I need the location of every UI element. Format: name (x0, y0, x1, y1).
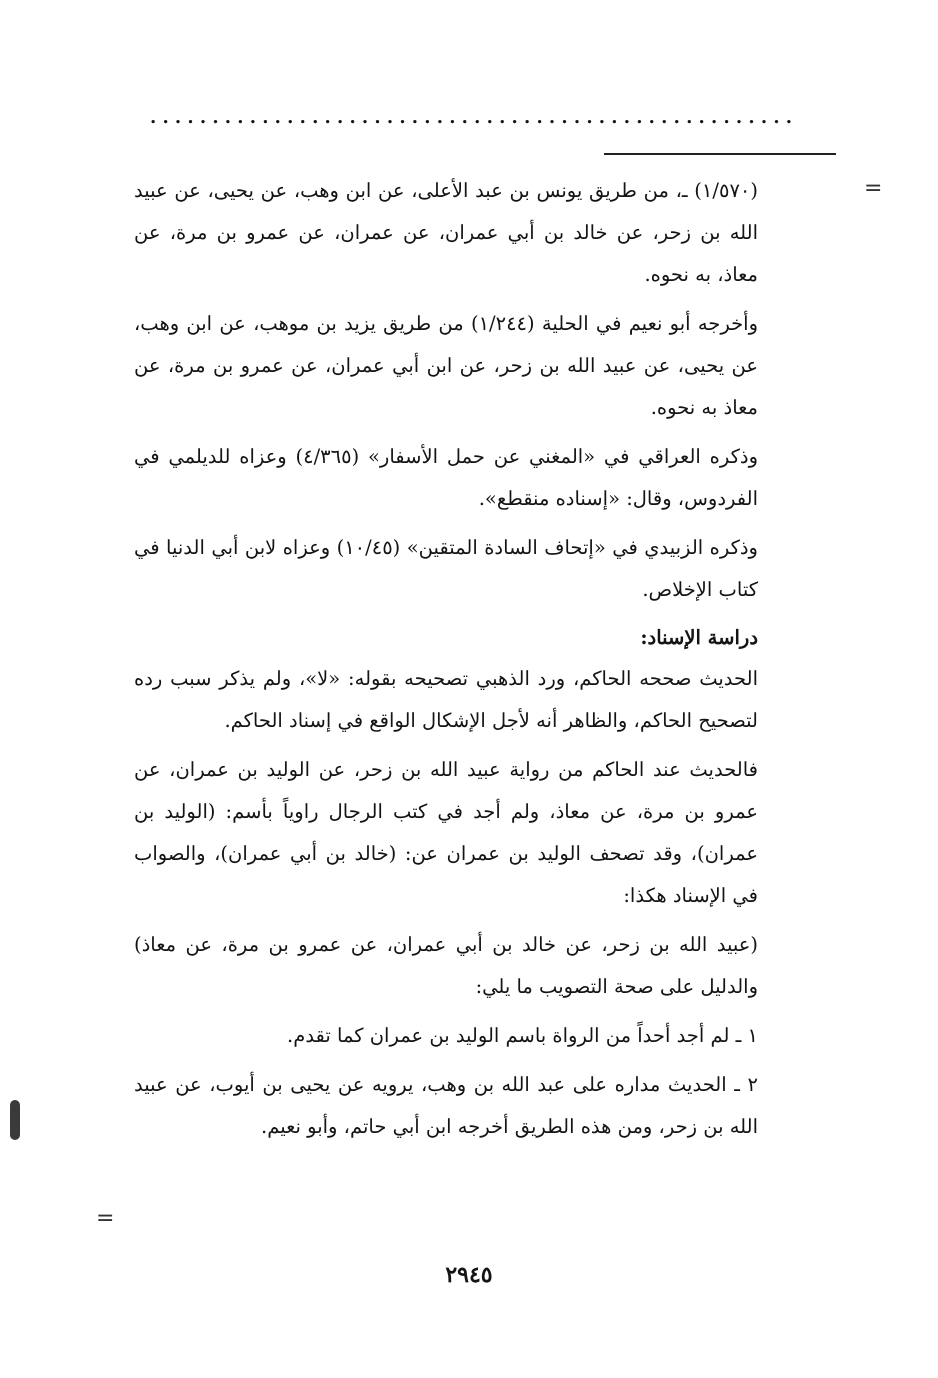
footnote-separator-rule (604, 153, 836, 155)
footnote-paragraph-3: وذكره العراقي في «المغني عن حمل الأسفار» (٤/٣٦٥) وعزاه للديلمي في الفردوس، وقال: «إسناده منقطع». (134, 445, 758, 510)
margin-continuation-mark-bottom: = (96, 1206, 115, 1231)
section-paragraph-1: الحديث صححه الحاكم، ورد الذهبي تصحيحه بقوله: «لا»، ولم يذكر سبب رده لتصحيح الحاكم، والظاهر أنه لأجل الإشكال الواقع في إسناد الحاكم. (134, 667, 758, 732)
section-list-item-2: ٢ ـ الحديث مداره على عبد الله بن وهب، يرويه عن يحيى بن أيوب، عن عبيد الله بن زحر، ومن هذه الطريق أخرجه ابن أبي حاتم، وأبو نعيم. (134, 1073, 758, 1138)
header-dotted-line: .................................................... (150, 108, 799, 128)
footnote-paragraph-4: وذكره الزبيدي في «إتحاف السادة المتقين» (١٠/٤٥) وعزاه لابن أبي الدنيا في كتاب الإخلاص. (134, 536, 758, 601)
margin-continuation-mark-top: = (864, 176, 883, 201)
binding-edge-mark (10, 1100, 20, 1140)
footnote-paragraph-1: (١/٥٧٠) ـ، من طريق يونس بن عبد الأعلى، عن ابن وهب، عن يحيى، عن عبيد الله بن زحر، عن خالد بن أبي عمران، عن عمران، عن عمرو بن مرة، عن معاذ، به نحوه. (134, 179, 758, 286)
section-list-item-1: ١ ـ لم أجد أحداً من الرواة باسم الوليد بن عمران كما تقدم. (287, 1024, 758, 1047)
section-paragraph-2: فالحديث عند الحاكم من رواية عبيد الله بن زحر، عن الوليد بن عمران، عن عمرو بن مرة، عن معاذ، ولم أجد في كتب الرجال راوياً بأسم: (الوليد بن عمران)، وقد تصحف الوليد بن عمران عن: (خالد بن أبي عمران)، والصواب في الإسناد هكذا: (134, 758, 758, 907)
page-number: ٢٩٤٥ (445, 1262, 493, 1288)
footnote-paragraph-2: وأخرجه أبو نعيم في الحلية (١/٢٤٤) من طريق يزيد بن موهب، عن ابن وهب، عن يحيى، عن عبيد الله بن زحر، عن ابن أبي عمران، عن عمرو بن مرة، عن معاذ به نحوه. (134, 312, 758, 419)
footnote-text-block (134, 170, 758, 1155)
section-paragraph-3: (عبيد الله بن زحر، عن خالد بن أبي عمران، عن عمرو بن مرة، عن معاذ) والدليل على صحة التصويب ما يلي: (134, 933, 758, 998)
section-heading: دراسة الإسناد: (640, 626, 758, 649)
